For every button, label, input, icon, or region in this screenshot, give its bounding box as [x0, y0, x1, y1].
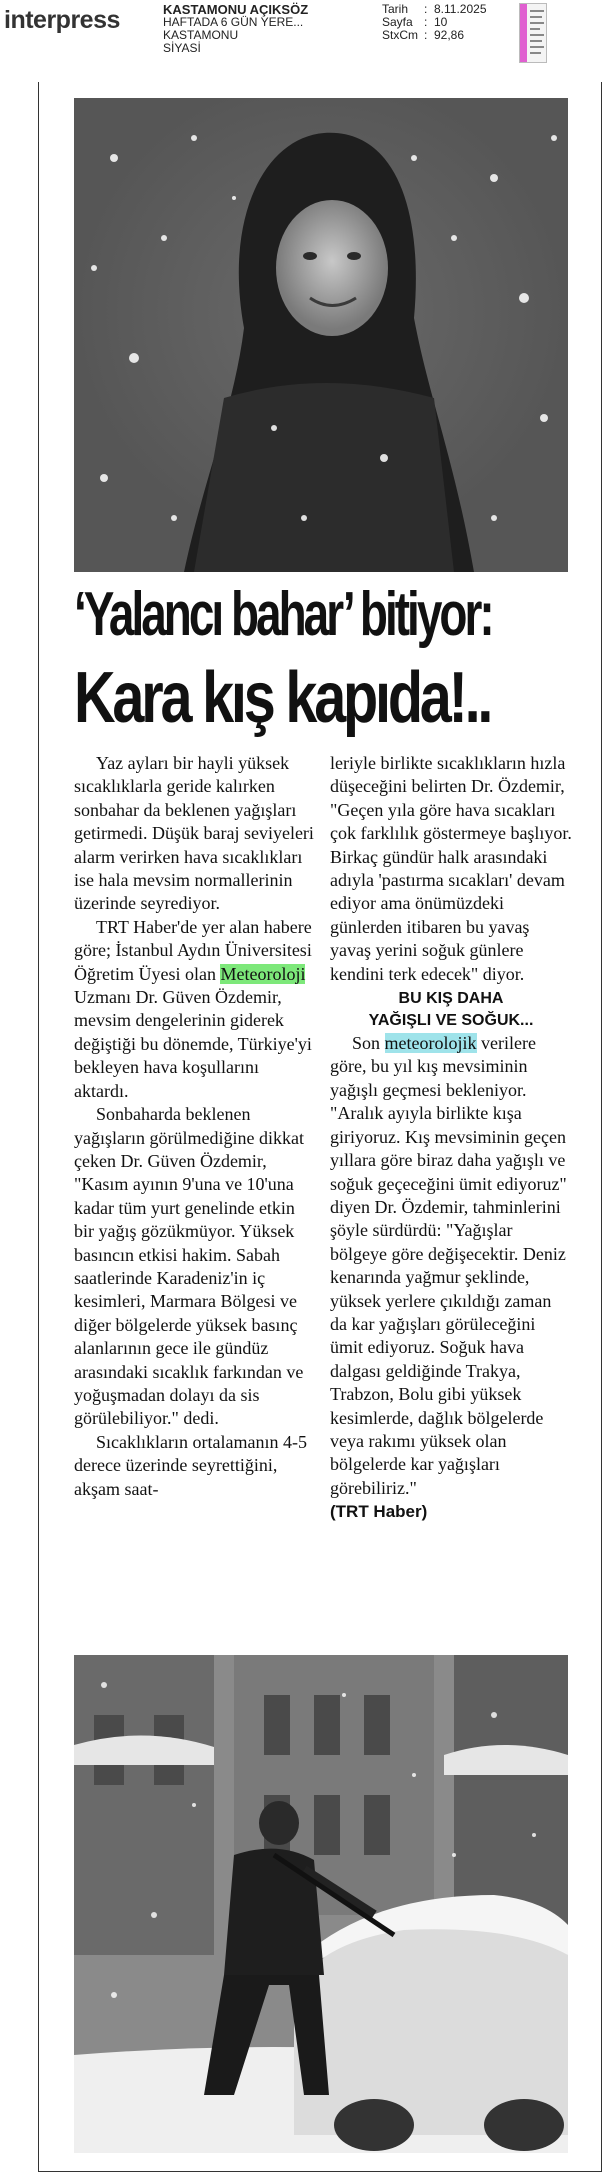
article-source: (TRT Haber) — [330, 1502, 428, 1522]
keyword-highlight-meteoroloji: Meteoroloji — [220, 963, 306, 984]
headline-line-2: Kara kış kapıda!.. — [74, 658, 491, 738]
paragraph-5: leriyle birlikte sıcaklıkların hızla düşeceğini belirten Dr. Özdemir, "Geçen yıla göre hava sıcakları çok farklılık göstermeye başlıyor. Birkaç gündür halk arasındaki adıyla 'pastırma sıcakları' devam ediyor ama önümüzdeki günlerden itibaren bu yavaş yavaş yerini soğuk günlere kendini terk edecek" diyor. — [330, 753, 572, 984]
interpress-logo: interpress — [4, 6, 120, 34]
subheading: BU KIŞ DAHA YAĞIŞLI VE SOĞUK... — [368, 990, 534, 1030]
article-column-2 — [330, 752, 572, 1524]
meta-date: Tarih : 8.11.2025 — [382, 2, 487, 16]
publication-frequency: HAFTADA 6 GÜN YERE... — [163, 15, 304, 29]
publication-info — [163, 3, 308, 55]
publication-section: SİYASİ — [163, 41, 201, 55]
photo-man-cleaning-snowy-car — [74, 1655, 568, 2153]
paragraph-6: Son meteorolojik verilere göre, bu yıl kış mevsiminin yağışlı geçmesi bekleniyor. "Aralık ayıyla birlikte kışa giriyoruz. Kış mevsiminin geçen yıllara göre biraz daha yağışlı ve soğuk geçeceğini ümit ediyoruz" diyen Dr. Özdemir, tahminlerini şöyle sürdürdü: "Yağışlar bölgeye göre değişecektir. Deniz kenarında yağmur şeklinde, yüksek yerlere çıkıldığı zaman da kar yağışları görüleceğini ümit ediyoruz. Soğuk hava dalgası geldiğinde Trakya, Trabzon, Bolu gibi yüksek kesimlerde, dağlık bölgelerde veya rakımı yüksek olan bölgelerde kar yağışları görebiliriz." — [330, 1033, 567, 1498]
paragraph-2: TRT Haber'de yer alan habere göre; İstanbul Aydın Üniversitesi Öğretim Üyesi olan Meteoroloji Uzmanı Dr. Güven Özdemir, mevsim dengelerinin giderek değiştiği bu dönemde, Türkiye'yi bekleyen hava koşullarını aktardı. — [74, 916, 312, 1101]
publication-name: KASTAMONU AÇIKSÖZ — [163, 2, 309, 17]
paragraph-4: Sıcaklıkların ortalamanın 4-5 derece üzerinde seyrettiğini, akşam saat- — [74, 1431, 307, 1499]
paragraph-1: Yaz ayları bir hayli yüksek sıcaklıklarla geride kalırken sonbahar da beklenen yağışları getirmedi. Düşük baraj seviyeleri alarm verirken hava sıcaklıkları ise hala mevsim normallerinin üzerinde seyrediyor. — [74, 753, 314, 914]
headline-line-1: ‘Yalancı bahar’ bitiyor: — [74, 580, 492, 649]
page-thumbnail[interactable] — [519, 3, 547, 63]
paragraph-3: Sonbaharda beklenen yağışların görülmediğine dikkat çeken Dr. Güven Özdemir, "Kasım ayının 9'una ve 10'una kadar tüm yurt genelinde etkin bir yağış gözükmüyor. Yüksek basıncın etkisi hakim. Sabah saatlerinde Karadeniz'in iç kesimleri, Marmara Bölgesi ve diğer bölgelerde yüksek basınç alanlarının gece ile gündüz arasındaki sıcaklık farkından ve yoğuşmadan dolayı da sis görülebiliyor." dedi. — [74, 1104, 304, 1429]
photo-girl-in-snow — [74, 98, 568, 572]
clipping-meta — [382, 3, 487, 42]
publication-city: KASTAMONU — [163, 28, 239, 42]
clipping-header — [0, 0, 603, 72]
meta-page: Sayfa : 10 — [382, 15, 448, 29]
meta-stxcm: StxCm : 92,86 — [382, 28, 465, 42]
article-column-1 — [74, 752, 314, 1501]
keyword-highlight-meteorolojik: meteorolojik — [384, 1033, 477, 1054]
